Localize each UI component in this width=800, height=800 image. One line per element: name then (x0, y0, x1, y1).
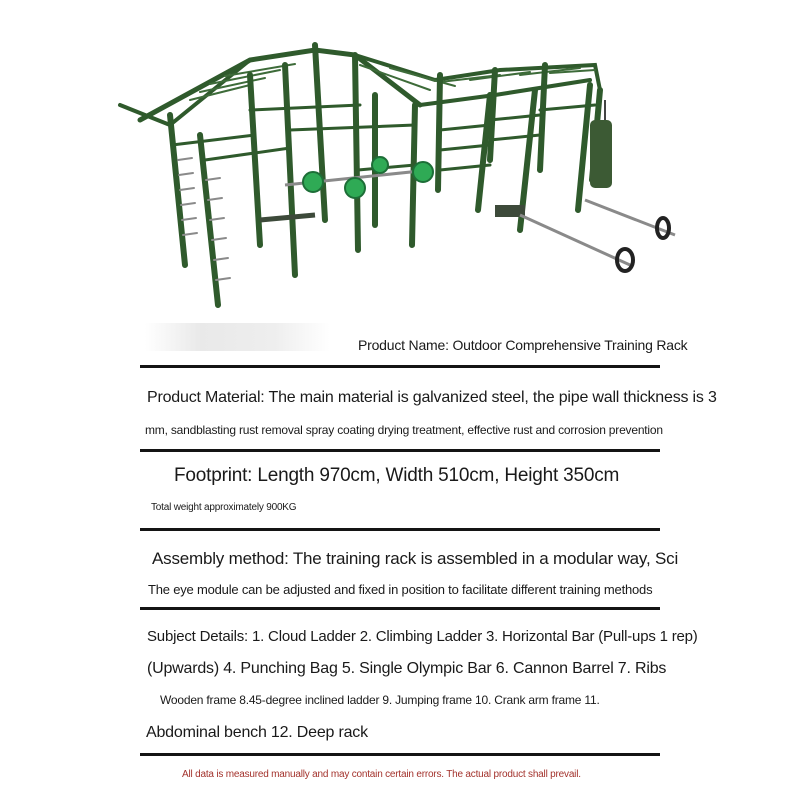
shadow-strip (145, 323, 330, 351)
subject-line-2: (Upwards) 4. Punching Bag 5. Single Olympic Bar 6. Cannon Barrel 7. Ribs (147, 660, 667, 677)
footprint: Footprint: Length 970cm, Width 510cm, Height 350cm (174, 465, 620, 486)
material-line-2: mm, sandblasting rust removal spray coating drying treatment, effective rust and corrosion prevention (145, 423, 663, 437)
product-name: Product Name: Outdoor Comprehensive Training Rack (358, 337, 688, 353)
divider (140, 607, 660, 610)
disclaimer: All data is measured manually and may contain certain errors. The actual product shall prevail. (182, 769, 581, 780)
subject-line-1: Subject Details: 1. Cloud Ladder 2. Climbing Ladder 3. Horizontal Bar (Pull-ups 1 rep) (147, 628, 698, 645)
divider (140, 365, 660, 368)
assembly-line-2: The eye module can be adjusted and fixed in position to facilitate different training methods (148, 582, 653, 597)
divider (140, 449, 660, 452)
divider (140, 528, 660, 531)
subject-line-3: Wooden frame 8.45-degree inclined ladder 9. Jumping frame 10. Crank arm frame 11. (160, 693, 600, 707)
divider (140, 753, 660, 756)
total-weight: Total weight approximately 900KG (151, 502, 297, 513)
material-line-1: Product Material: The main material is galvanized steel, the pipe wall thickness is 3 (147, 389, 717, 406)
product-image (100, 20, 720, 320)
training-rack-illustration (100, 20, 720, 320)
assembly-line-1: Assembly method: The training rack is assembled in a modular way, Sci (152, 549, 679, 568)
subject-line-4: Abdominal bench 12. Deep rack (146, 724, 368, 741)
